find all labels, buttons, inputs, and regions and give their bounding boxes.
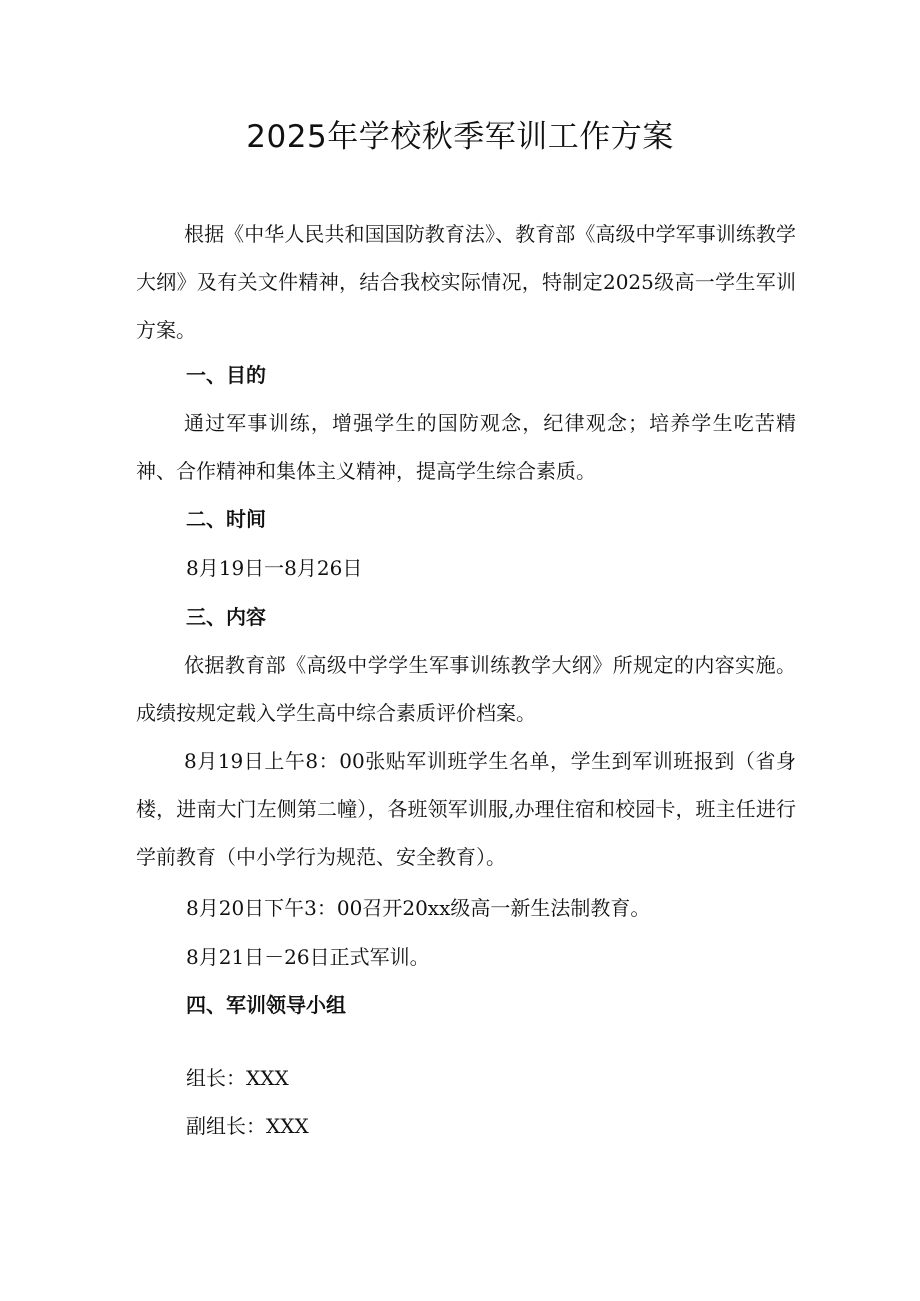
content-paragraph-law-education: 8月20日下午3：00召开20xx级高一新生法制教育。 <box>186 896 651 920</box>
content-paragraph-formal-training: 8月21日－26日正式军训。 <box>186 945 430 969</box>
section-heading-purpose: 一、目的 <box>186 363 266 387</box>
purpose-paragraph: 通过军事训练，增强学生的国防观念，纪律观念；培养学生吃苦精神、合作精神和集体主义精神，提高学生综合素质。 <box>136 411 796 483</box>
section-heading-time: 二、时间 <box>186 507 266 531</box>
section-heading-content: 三、内容 <box>186 605 266 629</box>
intro-paragraph: 根据《中华人民共和国国防教育法》、教育部《高级中学军事训练教学大纲》及有关文件精神，结合我校实际情况，特制定2025级高一学生军训方案。 <box>136 222 796 342</box>
leader-line: 组长：XXX <box>186 1066 289 1090</box>
deputy-leader-line: 副组长：XXX <box>186 1114 309 1138</box>
document-title: 2025年学校秋季军训工作方案 <box>246 119 674 155</box>
section-heading-leadership: 四、军训领导小组 <box>186 993 346 1017</box>
time-paragraph: 8月19日一8月26日 <box>186 556 363 580</box>
content-paragraph-registration: 8月19日上午8：00张贴军训班学生名单，学生到军训班报到（省身楼，进南大门左侧第二幢），各班领军训服,办理住宿和校园卡，班主任进行学前教育（中小学行为规范、安全教育）。 <box>136 749 796 869</box>
content-paragraph-basis: 依据教育部《高级中学学生军事训练教学大纲》所规定的内容实施。成绩按规定载入学生高中综合素质评价档案。 <box>136 653 796 725</box>
